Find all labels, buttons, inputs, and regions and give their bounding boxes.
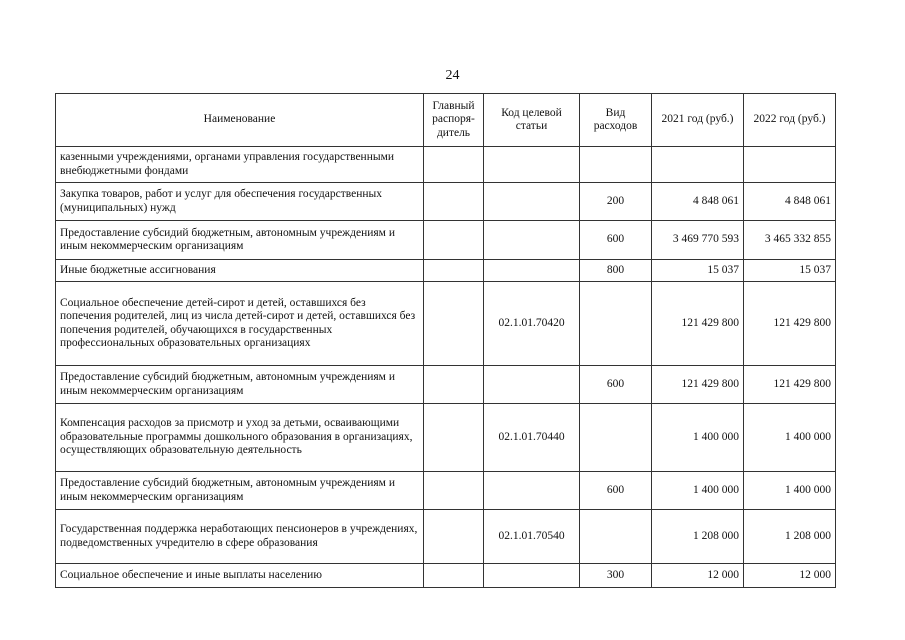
header-year-2022: 2022 год (руб.) <box>744 94 836 147</box>
header-admin: Главный распоря-дитель <box>424 94 484 147</box>
header-name: Наименование <box>56 94 424 147</box>
row-code <box>484 564 580 588</box>
row-type: 600 <box>580 472 652 510</box>
row-2022: 15 037 <box>744 260 836 282</box>
row-code: 02.1.01.70420 <box>484 282 580 366</box>
row-name: Социальное обеспечение и иные выплаты населению <box>56 564 424 588</box>
row-type <box>580 404 652 472</box>
row-admin <box>424 183 484 221</box>
row-admin <box>424 366 484 404</box>
row-2021: 121 429 800 <box>652 282 744 366</box>
row-code <box>484 366 580 404</box>
row-code <box>484 221 580 260</box>
row-2021: 3 469 770 593 <box>652 221 744 260</box>
table-row <box>56 366 836 404</box>
row-name: Социальное обеспечение детей-сирот и детей, оставшихся без попечения родителей, лиц из числа детей-сирот и детей, оставшихся без попечения родителей, обучающихся в государственных профессиональных образовательных организациях <box>56 282 424 366</box>
row-2021: 12 000 <box>652 564 744 588</box>
row-2022: 1 208 000 <box>744 510 836 564</box>
row-name: Закупка товаров, работ и услуг для обеспечения государственных (муниципальных) нужд <box>56 183 424 221</box>
row-name: Предоставление субсидий бюджетным, автономным учреждениям и иным некоммерческим организациям <box>56 472 424 510</box>
row-code <box>484 260 580 282</box>
table-row <box>56 221 836 260</box>
table-row <box>56 404 836 472</box>
header-type: Вид расходов <box>580 94 652 147</box>
row-type: 600 <box>580 221 652 260</box>
row-admin <box>424 564 484 588</box>
row-admin <box>424 404 484 472</box>
row-2022: 3 465 332 855 <box>744 221 836 260</box>
row-type <box>580 510 652 564</box>
row-admin <box>424 147 484 183</box>
row-name: казенными учреждениями, органами управления государственными внебюджетными фондами <box>56 147 424 183</box>
row-2022: 12 000 <box>744 564 836 588</box>
row-2021: 4 848 061 <box>652 183 744 221</box>
row-2022: 1 400 000 <box>744 472 836 510</box>
row-code <box>484 183 580 221</box>
row-code <box>484 147 580 183</box>
table-row <box>56 147 836 183</box>
row-code: 02.1.01.70540 <box>484 510 580 564</box>
row-2021: 121 429 800 <box>652 366 744 404</box>
row-admin <box>424 221 484 260</box>
row-name: Компенсация расходов за присмотр и уход за детьми, осваивающими образовательные программы дошкольного образования в организациях, осуществляющих образовательную деятельность <box>56 404 424 472</box>
table-row <box>56 510 836 564</box>
row-type <box>580 282 652 366</box>
row-2021: 1 208 000 <box>652 510 744 564</box>
row-2022 <box>744 147 836 183</box>
table-row <box>56 260 836 282</box>
row-type: 600 <box>580 366 652 404</box>
row-type: 800 <box>580 260 652 282</box>
row-2021: 15 037 <box>652 260 744 282</box>
row-2021: 1 400 000 <box>652 404 744 472</box>
page-number: 24 <box>445 68 460 83</box>
row-2021 <box>652 147 744 183</box>
table-row <box>56 472 836 510</box>
row-2022: 4 848 061 <box>744 183 836 221</box>
row-admin <box>424 260 484 282</box>
table-row <box>56 564 836 588</box>
table-row <box>56 183 836 221</box>
row-name: Предоставление субсидий бюджетным, автономным учреждениям и иным некоммерческим организациям <box>56 366 424 404</box>
row-2022: 121 429 800 <box>744 366 836 404</box>
row-type: 300 <box>580 564 652 588</box>
row-name: Предоставление субсидий бюджетным, автономным учреждениям и иным некоммерческим организациям <box>56 221 424 260</box>
row-2021: 1 400 000 <box>652 472 744 510</box>
header-year-2021: 2021 год (руб.) <box>652 94 744 147</box>
row-name: Государственная поддержка неработающих пенсионеров в учреждениях, подведомственных учредителю в сфере образования <box>56 510 424 564</box>
row-name: Иные бюджетные ассигнования <box>56 260 424 282</box>
row-code <box>484 472 580 510</box>
table-header-row <box>56 94 836 147</box>
row-2022: 121 429 800 <box>744 282 836 366</box>
row-2022: 1 400 000 <box>744 404 836 472</box>
header-code: Код целевой статьи <box>484 94 580 147</box>
row-type <box>580 147 652 183</box>
budget-table <box>55 93 836 588</box>
row-admin <box>424 510 484 564</box>
row-admin <box>424 472 484 510</box>
row-code: 02.1.01.70440 <box>484 404 580 472</box>
row-type: 200 <box>580 183 652 221</box>
row-admin <box>424 282 484 366</box>
table-row <box>56 282 836 366</box>
